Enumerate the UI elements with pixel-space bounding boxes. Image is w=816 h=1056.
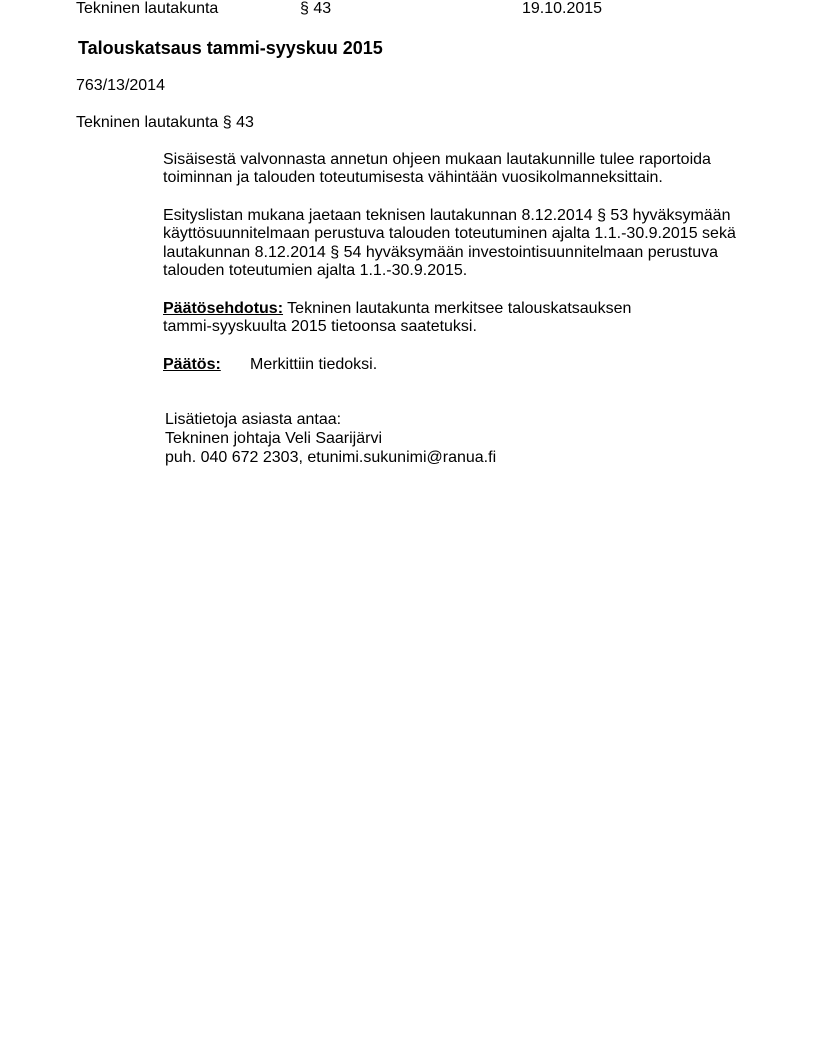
header-section: § 43 (300, 0, 332, 17)
contact-info (165, 410, 496, 467)
document-title: Talouskatsaus tammi-syyskuu 2015 (78, 38, 383, 58)
proposal-line (163, 300, 631, 318)
decision-label: Päätös: (163, 356, 221, 373)
contact-line: Tekninen johtaja Veli Saarijärvi (165, 430, 383, 447)
paragraph-line: Sisäisestä valvonnasta annetun ohjeen mukaan lautakunnille tulee raportoida (163, 151, 711, 168)
paragraph-line: toiminnan ja talouden toteutumisesta vähintään vuosikolmanneksittain. (163, 169, 663, 187)
decision-proposal (163, 300, 631, 337)
contact-line: puh. 040 672 2303, etunimi.sukunimi@ranua.fi (165, 449, 497, 466)
decision-text: Merkittiin tiedoksi. (250, 356, 378, 373)
paragraph-line: käyttösuunnitelmaan perustuva talouden toteutuminen ajalta 1.1.-30.9.2015 sekä (163, 225, 736, 243)
contact-line: Lisätietoja asiasta antaa: (165, 411, 342, 428)
paragraph-line: lautakunnan 8.12.2014 § 54 hyväksymään investointisuunnitelmaan perustuva (163, 243, 719, 261)
paragraph-reporting (163, 151, 711, 188)
proposal-text: Tekninen lautakunta merkitsee talouskatsauksen (283, 300, 632, 317)
paragraph-agenda (163, 207, 736, 280)
paragraph-line: talouden toteutumien ajalta 1.1.-30.9.2015. (163, 261, 468, 279)
proposal-label: Päätösehdotus: (163, 300, 284, 317)
reference-number: 763/13/2014 (76, 77, 165, 94)
board-reference: Tekninen lautakunta § 43 (76, 114, 254, 131)
paragraph-line: Esityslistan mukana jaetaan teknisen lautakunnan 8.12.2014 § 53 hyväksymään (163, 207, 731, 224)
proposal-line: tammi-syyskuulta 2015 tietoonsa saatetuksi. (163, 318, 477, 336)
header-date: 19.10.2015 (522, 0, 603, 17)
header-committee: Tekninen lautakunta (76, 0, 219, 17)
